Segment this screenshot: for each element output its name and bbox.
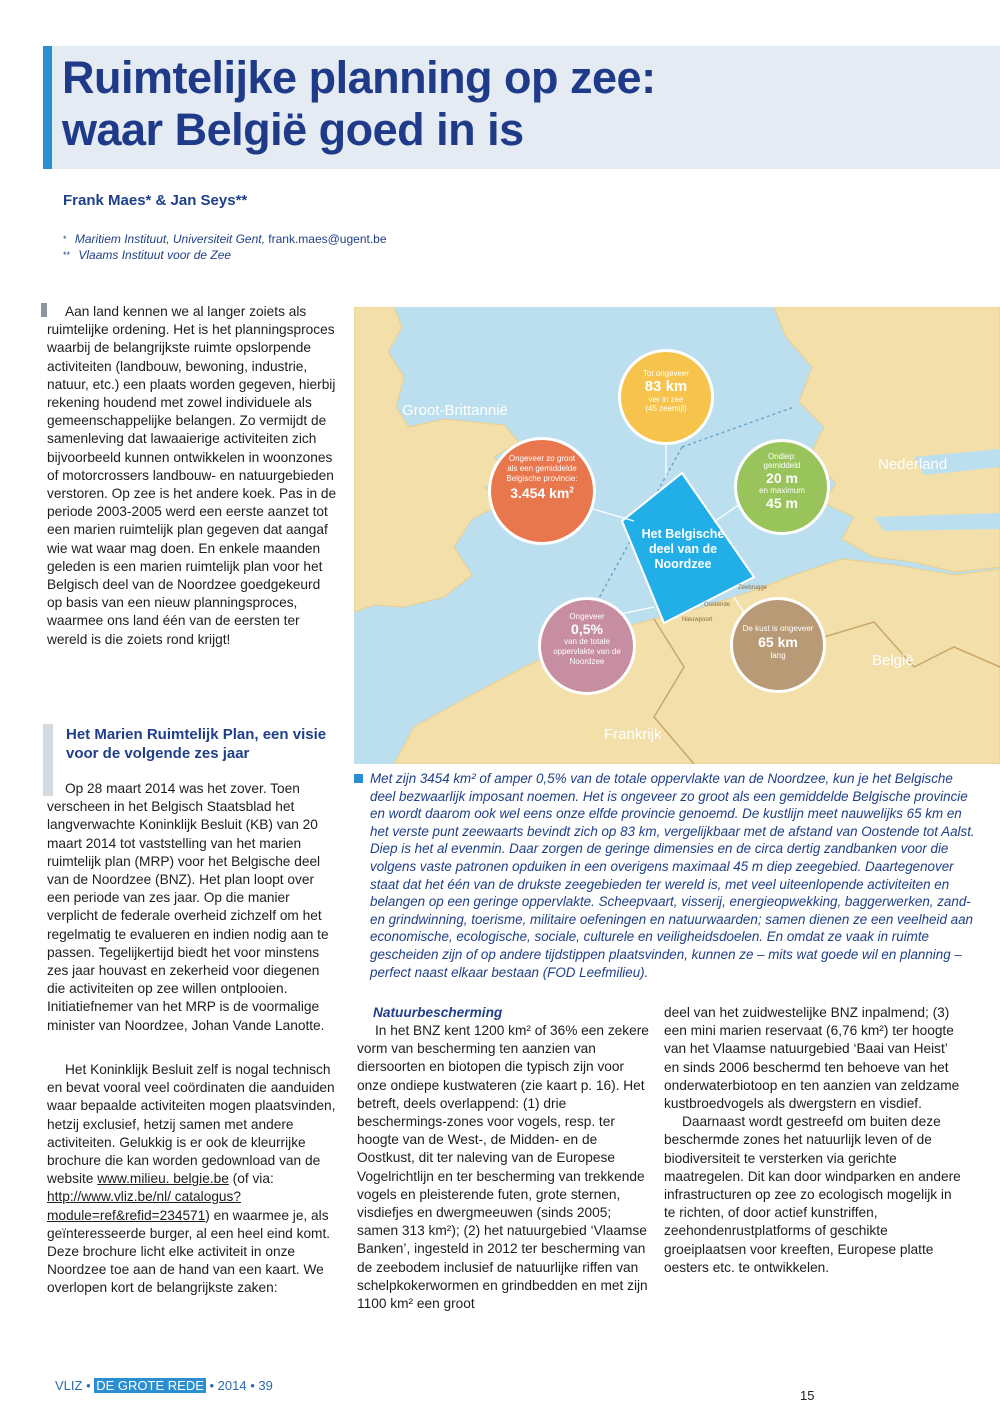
title-line-2: waar België goed in is <box>62 104 524 155</box>
page-title <box>62 52 656 156</box>
label-france: Frankrijk <box>604 726 662 743</box>
label-nieuwpoort: Nieuwpoort <box>682 617 713 623</box>
intro-paragraph: Aan land kennen we al langer zoiets als ruimtelijke ordening. Het is het planningsproces waarbij de belangrijkste ruimte opslorpende activiteiten (landbouw, bewoning, industrie, natuur, etc.) een plaats worden gegeven, hierbij rekening houdend met zowel individuele als gemeenschappelijke belangen. Zo vermijdt de samenleving dat lawaaierige activiteiten zich bijvoorbeeld kunnen ontwikkelen in woonzones of motorcrossers landbouw- en natuurgebieden verstoren. Op zee is het andere koek. Pas in de periode 2003-2005 werd een eerste aanzet tot een marien ruimtelijk plan gegeven dat aangaf wie wat waar mag doen. En enkele maanden geleden is een marien ruimtelijk plan voor het Belgisch deel van de Noordzee goedgekeurd op basis van een nieuw planningsproces, waarmee ons land één van de eersten ter wereld is die zoiets rond krijgt! <box>47 304 337 647</box>
affiliation-2: ** Vlaams Instituut voor de Zee <box>63 248 232 262</box>
footer <box>55 1378 273 1393</box>
footer-brand: DE GROTE REDE <box>96 1378 204 1393</box>
bubble-share: Ongeveer 0,5% van de totale oppervlakte van de Noordzee <box>538 597 636 695</box>
email-link[interactable]: frank.maes@ugent.be <box>268 232 387 246</box>
milieu-link[interactable]: www.milieu. belgie.be <box>97 1171 229 1187</box>
natuurbescherming-heading: Natuurbescherming <box>373 1005 503 1020</box>
paragraph-protection-cont <box>664 1004 964 1277</box>
authors: Frank Maes* & Jan Seys** <box>63 192 248 209</box>
map-caption: Met zijn 3454 km² of amper 0,5% van de totale oppervlakte van de Noordzee, kun je het Belgische deel bezwaarlijk imposant noemen. Het is ongeveer zo groot als een gemiddelde Belgische provincie en wordt daarom ook wel eens onze elfde provincie genoemd. De kustlijn meet nauwelijks 65 km en het verste punt zeewaarts bevindt zich op 83 km, vergelijkbaar met de afstand van Oostende tot Aalst. Diep is het al evenmin. Daar zorgen de geringe dimensies en de circa dertig zandbanken voor die volgens vaste patronen opduiken in een overigens maximaal 45 m diep zeegebied. Daartegenover staat dat het één van de drukste zeegebieden ter wereld is, met veel uiteenlopende activiteiten en belangen op een geringe oppervlakte. Scheepvaart, visserij, energieopwekking, baggerwerken, zand- en grindwinning, toerisme, militaire oefeningen en natuurwaarden; samen dienen ze een veelheid aan economische, ecologische, sociale, culturele en veiligheidsdoelen. En omdat ze vaak in ruimte gescheiden zijn of op andere tijdstippen plaatsvinden, kunnen ze – mits wat goede wil en planning – perfect naast elkaar bestaan (FOD Leefmilieu). <box>370 771 975 980</box>
bubble-area: Ongeveer zo groot als een gemiddelde Belgische provincie: 3.454 $km^2$ <box>488 437 596 545</box>
paragraph-protection: In het BNZ kent 1200 km² of 36% een zekere vorm van bescherming ten aanzien van diersoorten en biotopen die typisch zijn voor onze ondiepe kustwateren (zie kaart p. 16). Het betreft, deels overlappend: (1) drie beschermings-zones voor vogels, resp. ter hoogte van de West-, de Midden- en de Oostkust, dit ter naleving van de Europese Vogelrichtlijn en ter bescherming van trekkende vogels en pleisterende futen, grote sternen, visdiefjes en dwergmeeuwen (sinds 2005; samen 313 km²); (2) het natuurgebied ‘Vlaamse Banken’, ingesteld in 2012 ter bescherming van de zeebodem inclusief de natuurlijke riffen van schelpkokerwormen en grindbedden en met zijn 1100 km² een groot <box>357 1023 649 1312</box>
affiliations <box>63 231 387 263</box>
label-netherlands: Nederland <box>878 456 948 473</box>
caption-marker <box>354 774 363 783</box>
map-belgian-north-sea <box>354 307 1000 764</box>
vliz-catalogus-link[interactable]: http://www.vliz.be/nl/ catalogus?module=ref&refid=234571 <box>47 1189 242 1223</box>
paragraph-protection-end: deel van het zuidwestelijke BNZ inpalmend; (3) een mini marien reservaat (6,76 km²) ter hoogte van het Vlaamse natuurgebied ‘Baai van Heist’ en sinds 2006 beschermd ten behoeve van het onderwaterbiotoop en ten aanzien van zeldzame kustbroedvogels als dwergstern en visdief. <box>664 1005 960 1112</box>
bubble-coastline: De kust is ongeveer 65 km lang <box>730 597 826 693</box>
affiliation-1: * Maritiem Instituut, Universiteit Gent, frank.maes@ugent.be <box>63 232 387 246</box>
label-bnz: Het Belgische deel van de Noordzee <box>641 527 725 571</box>
label-belgium: België <box>872 652 914 669</box>
label-zeebrugge: Zeebrugge <box>738 585 768 591</box>
section-heading: Het Marien Ruimtelijk Plan, een visie voor de volgende zes jaar <box>66 726 327 762</box>
label-oostende: Oostende <box>704 602 731 608</box>
footer-org: VLIZ • <box>55 1378 91 1393</box>
bubble-distance: Tot ongeveer 83 km ver in zee (45 zeemijl) <box>618 349 714 445</box>
bubble-depth: Ondiep: gemiddeld 20 m en maximum 45 m <box>734 439 830 535</box>
paragraph-kb: Het Koninklijk Besluit zelf is nogal technisch en bevat vooral veel coördinaten die aanduiden waar bepaalde activiteiten mogen plaatsvinden, hetzij exclusief, hetzij samen met andere activiteiten. Gelukkig is er ook de kleurrijke brochure die kan worden gedownload van de website www.milieu. belgie.be (of via: http://www.vliz.be/nl/ catalogus?module=ref&refid=234571) en waarmee je, als geïnteresseerde burger, al een heel eind komt. Deze brochure licht elke activiteit in onze Noordzee toe aan de hand van een kaart. We overlopen kort de belangrijkste zaken: <box>47 1062 336 1296</box>
label-great-britain: Groot-Brittannië <box>402 402 508 419</box>
title-line-1: Ruimtelijke planning op zee: <box>62 52 656 103</box>
paragraph-mrp: Op 28 maart 2014 was het zover. Toen verscheen in het Belgisch Staatsblad het langverwachte Koninklijk Besluit (KB) van 20 maart 2014 tot vaststelling van het marien ruimtelijk plan (MRP) voor het Belgische deel van de Noordzee (BNZ). Het plan loopt over een periode van zes jaar. Op die manier verplicht de federale overheid zichzelf om het regelmatig te evalueren en indien nodig aan te passen. Tegelijkertijd biedt het voor minstens zes jaar houvast en zekerheid voor diegenen die activiteiten op zee willen ontplooien. Initiatiefnemer van het MRP is de voormalige minister van Noordzee, Johan Vande Lanotte. <box>47 781 329 1033</box>
paragraph-biodiversity: Daarnaast wordt gestreefd om buiten deze beschermde zones het natuurlijk leven of de biodiversiteit te versterken via gerichte maatregelen. Dit kan door windparken en andere infrastructuren op zee zo ecologisch mogelijk in te richten, of door actief kunstriffen, zeehondenrustplatforms of geschikte groeiplaatsen voor kreeften, Europese platte oesters etc. te ontwikkelen. <box>664 1114 961 1275</box>
page-number: 15 <box>800 1388 815 1403</box>
footer-issue: • 2014 • 39 <box>209 1378 273 1393</box>
